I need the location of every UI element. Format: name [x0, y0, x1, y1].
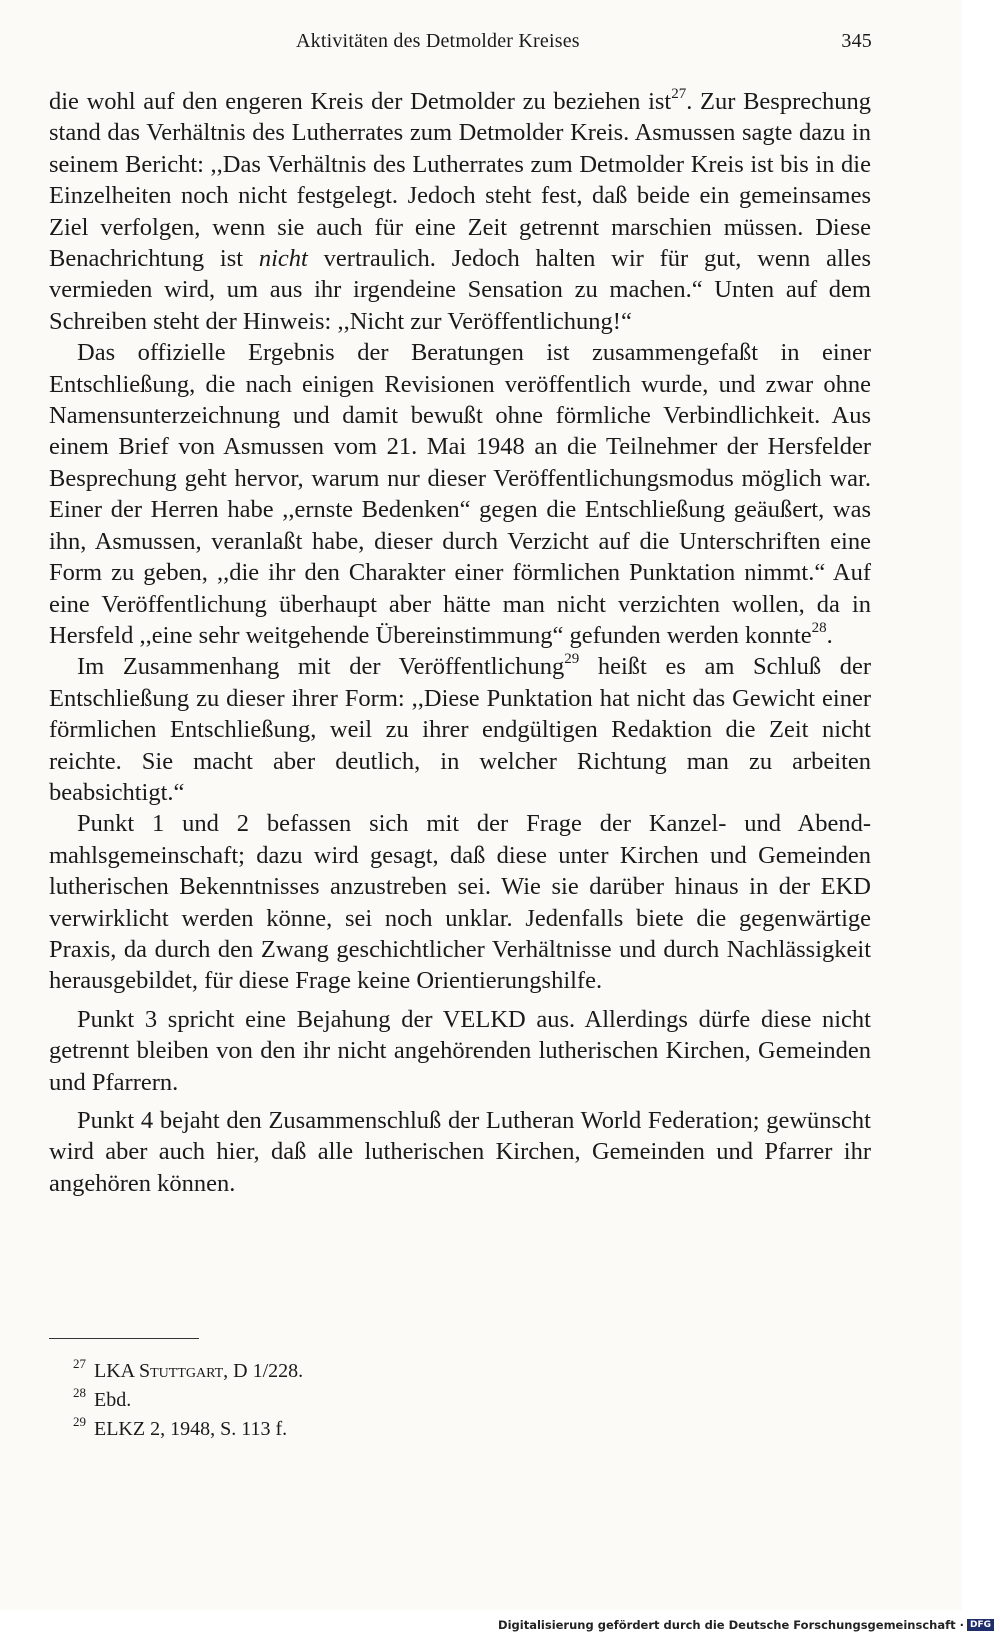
footnote-archive-name: Stuttgart	[139, 1360, 224, 1382]
paragraph-1-text-b: . Zur Besprechung stand das Verhältnis des Lutherrates zum Detmolder Kreis. Asmussen sagte dazu in seinem Bericht: ,,Das Verhältnis des Lutherrates zum Detmolder Kreis ist bis in die Einzelheiten noch nicht festgelegt. Jedoch steht fest, daß beide ein gemeinsames Ziel verfolgen, wenn sie auch für eine Zeit getrennt marschien müssen. Diese Benachrichtung ist	[49, 88, 871, 273]
page-number: 345	[841, 30, 872, 52]
dfg-logo-icon: DFG	[967, 1619, 994, 1631]
main-text	[49, 86, 871, 1199]
credit-text: Digitalisierung gefördert durch die Deutsche Forschungsgemeinschaft ·	[498, 1618, 964, 1632]
paragraph-1	[49, 86, 871, 337]
paragraph-6: Punkt 4 bejaht den Zusammenschluß der Lutheran World Federation; gewünscht wird aber auch hier, daß alle lutherischen Kirchen, Gemeinden und Pfarrer ihr angehören können.	[49, 1107, 871, 1197]
footnote-27	[73, 1357, 303, 1386]
footnote-number: 28	[73, 1385, 86, 1401]
paragraph-5: Punkt 3 spricht eine Bejahung der VELKD aus. Allerdings dürfe diese nicht getrennt bleiben von den ihr nicht angehörenden lutherischen Kirchen, Gemeinden und Pfarrern.	[49, 1005, 871, 1096]
footnote-ref-27: 27	[671, 85, 687, 102]
footnotes	[73, 1357, 303, 1444]
paragraph-2-text-a: Das offizielle Ergebnis der Beratungen ist zusammengefaßt in einer Entschließung, die nach einigen Revisionen veröffentlich wurde, und zwar ohne Namensunterzeichnung und damit bewußt ohne förmliche Verbindlichkeit. Aus einem Brief von Asmussen vom 21. Mai 1948 an die Teilnehmer der Hersfelder Besprechung geht hervor, warum nur dieser Veröffentlichungsmodus möglich war. Einer der Herren habe ,,ernste Bedenken“ gegen die Entschließung geäußert, was ihn, Asmussen, veranlaßt habe, dieser durch Verzicht auf die Unterschriften eine Form zu geben, ,,die ihr den Charakter einer förmlichen Punktation nimmt.“ Auf eine Veröffentlichung überhaupt aber hätte man nicht verzichten wollen, da in Hersfeld ,,eine sehr weitgehende Übereinstimmung“ gefunden werden konnte	[49, 339, 871, 649]
footnote-28	[73, 1386, 303, 1415]
running-header	[296, 30, 872, 53]
paragraph-3	[49, 651, 871, 808]
footnote-divider	[49, 1338, 199, 1339]
paragraph-1-text-c: vertraulich. Jedoch halten wir für gut, wenn alles vermieden wird, um aus ihr irgendeine Sensation zu machen.“ Unten auf dem Schreiben steht der Hinweis: ,,Nicht zur Veröffentlichung!“	[49, 245, 871, 335]
footnote-ref-28: 28	[811, 619, 827, 636]
paragraph-3-text-a: Im Zusammenhang mit der Veröffentlichung	[77, 653, 565, 681]
footnote-text: ELKZ 2, 1948, S. 113 f.	[94, 1418, 288, 1440]
paragraph-3-text-b: heißt es am Schluß der Entschließung zu dieser ihrer Form: ,,Diese Punktation hat nicht das Gewicht einer förmlichen Entschließung, weil zu ihrer endgültigen Redaktion die Zeit nicht reichte. Sie macht aber deutlich, in welcher Richtung man zu arbeiten beabsichtigt.“	[49, 653, 871, 806]
footnote-text: , D 1/228.	[223, 1360, 304, 1382]
paragraph-4: Punkt 1 und 2 befassen sich mit der Frage der Kanzel- und Abendmahlsgemeinschaft; dazu wird gesagt, daß diese unter Kirchen und Gemeinden lutherischen Bekenntnisses anzustreben sei. Wie sie darüber hinaus in der EKD verwirklicht werden könne, sei noch unklar. Jedenfalls biete die gegenwärtige Praxis, da durch den Zwang geschichtlicher Verhältnisse und durch Nachlässigkeit herausgebildet, für diese Frage keine Orientierungshilfe.	[49, 810, 871, 995]
running-title: Aktivitäten des Detmolder Kreises	[296, 30, 580, 52]
paragraph-2	[49, 337, 871, 651]
footnote-ref-29: 29	[564, 651, 580, 668]
footnote-text: Ebd.	[94, 1389, 132, 1411]
paragraph-2-text-b: .	[826, 621, 833, 649]
footnote-number: 27	[73, 1356, 86, 1372]
emphasis-nicht: nicht	[258, 245, 308, 273]
footnote-text: LKA	[94, 1360, 139, 1382]
paragraph-1-text-a: die wohl auf den engeren Kreis der Detmolder zu beziehen ist	[49, 88, 672, 115]
footnote-number: 29	[73, 1414, 86, 1430]
footnote-29	[73, 1415, 303, 1444]
digitization-credit	[498, 1618, 994, 1632]
